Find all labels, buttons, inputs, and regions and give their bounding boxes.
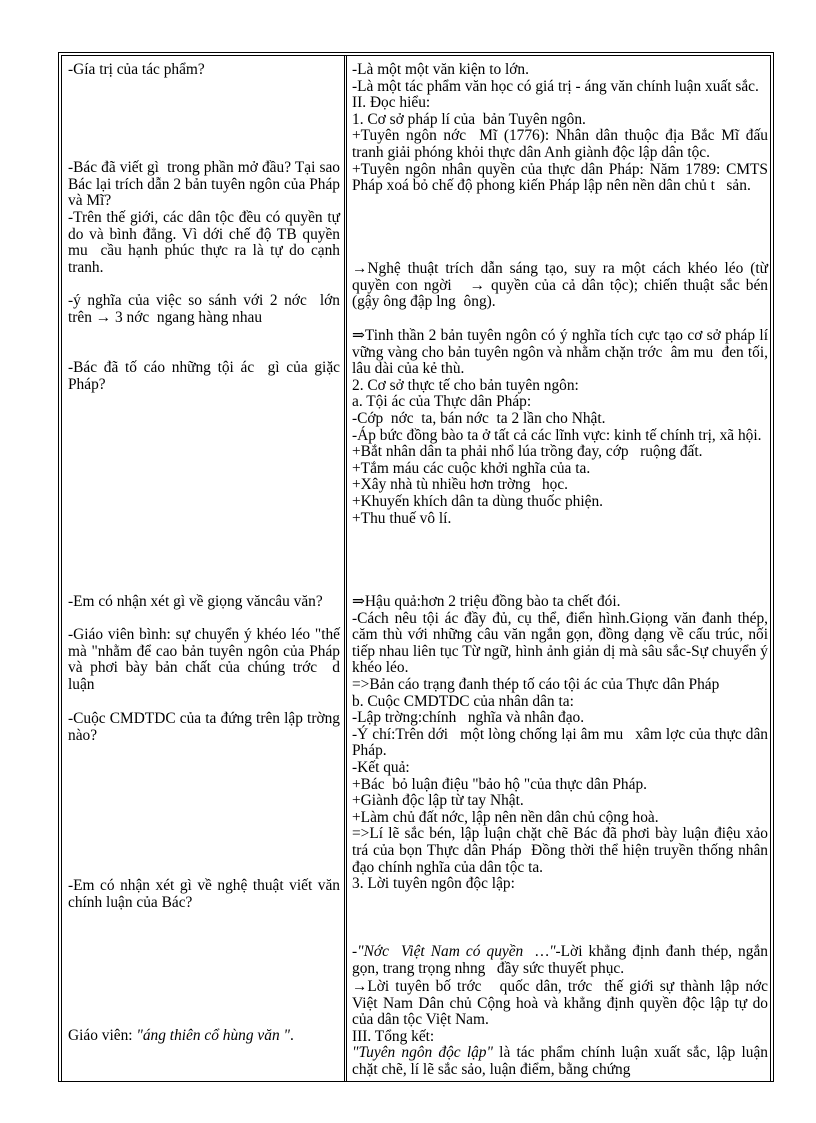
question-tone: -Em có nhận xét gì về giọng văncâu văn?: [68, 593, 323, 610]
answer-consequences-block: ⇒Hậu quả:hơn 2 triệu đồng bào ta chết đói. -Cách nêu tội ác đầy đủ, cụ thể, điển hình.Giọng văn đanh thép, căm thù với những câu văn ngắn gọn, đồng dạng về cấu trúc, nối tiếp nhau liên tục Từ ngữ, hình ảnh giản dị mà sâu sắc-Sự chuyển ý khéo léo. =>Bản cáo trạng đanh thép tố cáo tội ác của Thực dân Pháp b. Cuộc CMDTDC của nhân dân ta: -Lập trờng:chính nghĩa và nhân đạo. -Ý chí:Trên dới một lòng chống lại âm mu xâm lợc của thực dân Pháp. -Kết quả: +Bác bỏ luận điệu "bảo hộ "của thực dân Pháp. +Giành độc lập từ tay Nhật. +Làm chủ đất nớc, lập nên nền dân chủ cộng hoà. =>Lí lẽ sắc bén, lập luận chặt chẽ Bác đã phơi bày luận điệu xảo trá của bọn Thực dân Pháp Đồng thời thể hiện truyền thống nhân đạo chính nghĩa của dân tộc ta. 3. Lời tuyên ngôn độc lập:: [352, 593, 768, 893]
question-crimes: -Bác đã tố cáo những tội ác gì của giặc Pháp?: [68, 359, 344, 393]
answer-declaration-quote: [352, 943, 772, 977]
answer-announcement: →Lời tuyên bố trớc quốc dân, trớc thế giới sự thành lập nớc Việt Nam Dân chủ Cộng hoà và khẳng định quyền độc lập tự do của dân tộc Việt Nam. III. Tổng kết:: [352, 978, 768, 1045]
teacher-quote: [68, 1028, 340, 1045]
teacher-quote-end: .: [289, 1027, 294, 1044]
summary-title-italic: "Tuyên ngôn độc lập": [352, 1044, 493, 1061]
answer-crimes-block: ⇒Tinh thần 2 bản tuyên ngôn có ý nghĩa tích cực tạo cơ sở pháp lí vững vàng cho bản tuyên ngôn và nhằm chặn trớc âm mu đen tối, lâu dài của kẻ thù. 2. Cơ sở thực tế cho bản tuyên ngôn: a. Tội ác của Thực dân Pháp: -Cớp nớc ta, bán nớc ta 2 lần cho Nhật. -Áp bức đồng bào ta ở tất cả các lĩnh vực: kinh tế chính trị, xã hội. +Bắt nhân dân ta phải nhổ lúa trồng đay, cớp ruộng đất. +Tắm máu các cuộc khởi nghĩa của ta. +Xây nhà tù nhiều hơn trờng học. +Khuyến khích dân ta dùng thuốc phiện. +Thu thuế vô lí.: [352, 327, 768, 527]
summary-text: là tác phẩm chính luận xuất sắc, lập luận chặt chẽ, lí lẽ sắc sảo, luận điểm, bằng chứng: [352, 1044, 772, 1078]
answer-summary: [352, 1044, 772, 1078]
declaration-comment: -Lời khẳng định đanh thép, ngắn gọn, trang trọng nhng đầy sức thuyết phục.: [352, 943, 772, 977]
teacher-label: Giáo viên:: [68, 1027, 137, 1044]
question-introduction: -Bác đã viết gì trong phần mở đầu? Tại sao Bác lại trích dẫn 2 bản tuyên ngôn của Pháp và Mĩ?: [68, 159, 344, 210]
question-stance: -Cuộc CMDTDC của ta đứng trên lập trờng nào?: [68, 710, 352, 744]
left-column-questions: [68, 56, 352, 1081]
question-comparison: -ý nghĩa của việc so sánh với 2 nớc lớn trên → 3 nớc ngang hàng nhau: [68, 292, 344, 326]
table-border: [61, 55, 771, 1081]
right-column-answers: [352, 56, 772, 1081]
column-divider: [344, 56, 347, 1081]
answer-citation-art: →Nghệ thuật trích dẫn sáng tạo, suy ra một cách khéo léo (từ quyền con ngời → quyền của cả dân tộc); chiến thuật sắc bén (gậy ông đập lng ông).: [352, 260, 772, 311]
declaration-italic: -"Nớc Việt Nam có quyền …": [352, 943, 556, 960]
document-frame: [58, 52, 774, 1082]
question-art: -Em có nhận xét gì về nghệ thuật viết văn chính luận của Bác?: [68, 877, 344, 911]
note-freedom-equality: -Trên thế giới, các dân tộc đều có quyền tự do và bình đẳng. Vì dới chế độ TB quyền mu cầu hạnh phúc thực ra là tự do cạnh tranh.: [68, 209, 344, 276]
answer-block-legal-basis: -Là một một văn kiện to lớn. -Là một tác phẩm văn học có giá trị - áng văn chính luận xuất sắc. II. Đọc hiểu: 1. Cơ sở pháp lí của bản Tuyên ngôn. +Tuyên ngôn nớc Mĩ (1776): Nhân dân thuộc địa Bắc Mĩ đấu tranh giải phóng khỏi thực dân Anh giành độc lập dân tộc. +Tuyên ngôn nhân quyền của thực dân Pháp: Năm 1789: CMTS Pháp xoá bỏ chế độ phong kiến Pháp lập nên nền dân chủ t sản.: [352, 61, 768, 195]
teacher-quote-italic: "áng thiên cổ hùng văn ": [136, 1027, 290, 1044]
question-value: -Gía trị của tác phẩm?: [68, 61, 205, 78]
teacher-comment: -Giáo viên bình: sự chuyển ý khéo léo "thế mà "nhằm để cao bản tuyên ngôn của Pháp và phơi bày bản chất của chúng trớc d luận: [68, 626, 348, 693]
